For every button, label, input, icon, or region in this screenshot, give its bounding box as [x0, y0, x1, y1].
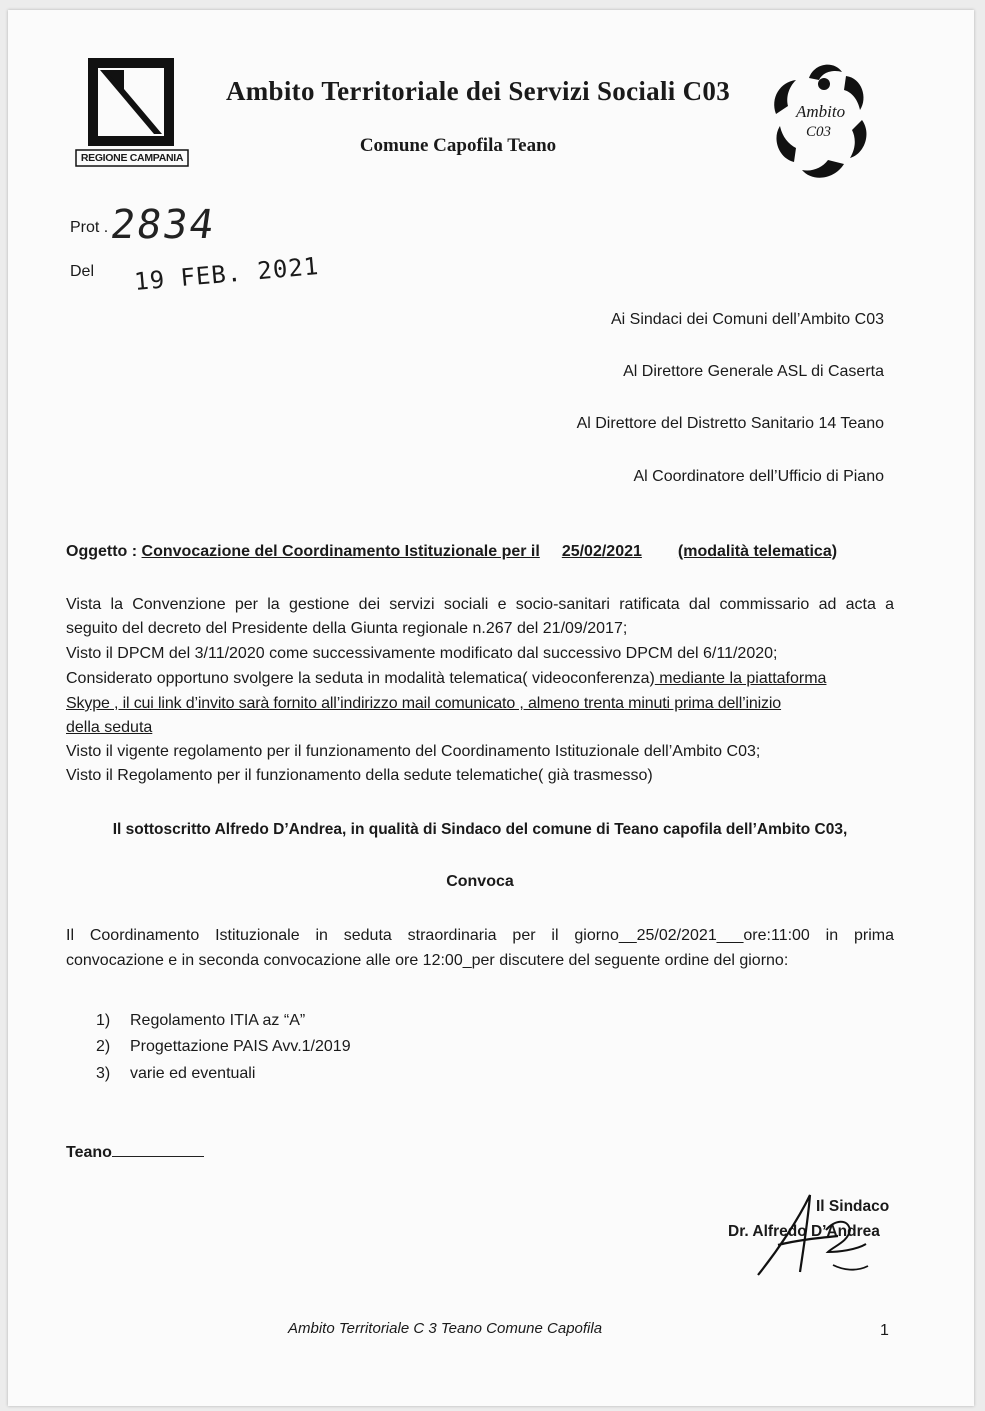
recipient-1: Ai Sindaci dei Comuni dell’Ambito C03: [610, 311, 884, 328]
place-label: Teano: [66, 1144, 112, 1161]
premise-line-3: Visto il DPCM del 3/11/2020 come successivamente modificato dal successivo DPCM del 6/11/2020;: [66, 645, 778, 662]
subject-line: [66, 540, 894, 564]
subject-label: Oggetto :: [66, 543, 138, 560]
subject-text: Convocazione del Coordinamento Istituzionale per il: [141, 543, 540, 560]
date-stamp: 19 FEB. 2021: [133, 251, 321, 297]
footer-text: Ambito Territoriale C 3 Teano Comune Capofila: [288, 1320, 603, 1337]
agenda-item: [96, 1012, 305, 1030]
premise-line-7: Visto il vigente regolamento per il funzionamento del Coordinamento Istituzionale dell’Ambito C03;: [66, 743, 761, 760]
premise-line-4b: mediante la piattaforma: [654, 670, 827, 687]
premise-line-5: Skype , il cui link d’invito sarà fornito all’indirizzo mail comunicato , almeno trenta minuti prima dell’inizio: [66, 695, 782, 712]
premise-line-6: [66, 716, 894, 740]
agenda-num: 2): [96, 1038, 111, 1055]
prot-label: Prot .: [70, 219, 109, 236]
recipient-3: Al Direttore del Distretto Sanitario 14 Teano: [576, 415, 884, 432]
ambito-c03-logo: [764, 58, 874, 188]
premise-line-1: Vista la Convenzione per la gestione dei servizi sociali e socio-sanitari ratificata dal commissario ad acta a: [66, 596, 894, 613]
subject-mode: (modalità telematica): [677, 543, 838, 560]
premise-line-4a: Considerato opportuno svolgere la seduta in modalità telematica( videoconferenza): [66, 670, 655, 687]
del-label: Del: [70, 263, 95, 280]
subject-date: 25/02/2021: [561, 543, 642, 560]
agenda-text: Regolamento ITIA az “A”: [130, 1012, 306, 1029]
agenda-item: [96, 1038, 351, 1056]
place-line: [66, 1142, 204, 1162]
premise-line-2: seguito del decreto del Presidente della Giunta regionale n.267 del 21/09/2017;: [66, 620, 628, 637]
recipient-4: Al Coordinatore dell’Ufficio di Piano: [633, 468, 884, 485]
signature-role: Il Sindaco: [816, 1198, 890, 1215]
agenda-item: [96, 1065, 255, 1083]
handwritten-signature: [738, 1190, 878, 1280]
region-label: REGIONE CAMPANIA: [80, 152, 184, 164]
convocation-line-2: convocazione e in seconda convocazione alle ore 12:00_per discutere del seguente ordine del giorno:: [66, 952, 789, 969]
logo-text-top: Ambito: [796, 102, 846, 121]
agenda-text: varie ed eventuali: [130, 1065, 256, 1082]
document-page: [8, 10, 974, 1406]
agenda-num: 1): [96, 1012, 111, 1029]
premise-line-8: Visto il Regolamento per il funzionamento della sedute telematiche( già trasmesso): [66, 767, 653, 784]
place-blank: [112, 1142, 204, 1157]
agenda-text: Progettazione PAIS Avv.1/2019: [130, 1038, 351, 1055]
prot-number: 2834: [107, 202, 219, 248]
convocation-line-1: Il Coordinamento Istituzionale in seduta straordinaria per il giorno__25/02/2021___ore:11:00 in prima: [66, 927, 894, 944]
page-number: 1: [880, 1322, 889, 1339]
premise-line-6-text: della seduta: [66, 719, 153, 736]
recipient-2: Al Direttore Generale ASL di Caserta: [623, 363, 884, 380]
header-title: Ambito Territoriale dei Servizi Sociali C03: [225, 76, 731, 106]
logo-text-bottom: C03: [806, 124, 832, 140]
convoca-heading: Convoca: [446, 873, 514, 890]
agenda-num: 3): [96, 1065, 111, 1082]
regione-campania-logo: [74, 56, 190, 168]
signature-name: Dr. Alfredo D’Andrea: [728, 1223, 880, 1240]
declaration: Il sottoscritto Alfredo D’Andrea, in qualità di Sindaco del comune di Teano capofila dell’Ambito C03,: [112, 821, 848, 838]
premise-line-4: [66, 667, 894, 691]
header-subtitle: Comune Capofila Teano: [359, 135, 557, 156]
